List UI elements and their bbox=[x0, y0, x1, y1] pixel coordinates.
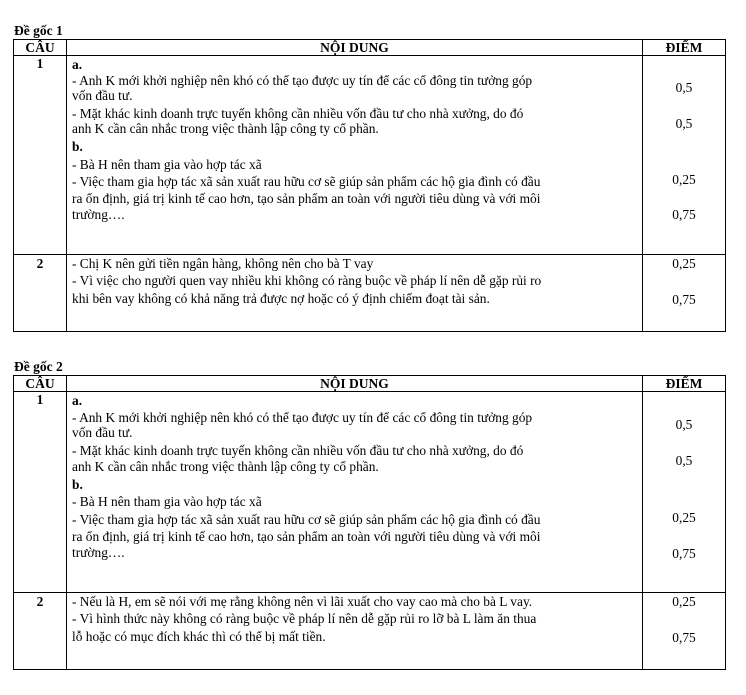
question-number-label: 2 bbox=[36, 594, 44, 609]
header-cau: CÂU bbox=[14, 40, 67, 56]
answer-content bbox=[67, 255, 643, 332]
question-number bbox=[14, 593, 67, 670]
question-number-label: 2 bbox=[36, 256, 44, 271]
point-value: 0,25 bbox=[672, 172, 696, 187]
point-value: 0,25 bbox=[672, 510, 696, 525]
section-title: Đề gốc 1 bbox=[14, 23, 63, 38]
header-diem: ĐIỂM bbox=[643, 376, 726, 392]
question-number bbox=[14, 255, 67, 332]
points-cell bbox=[643, 255, 726, 332]
point-value: 0,5 bbox=[675, 80, 693, 95]
header-noi-dung: NỘI DUNG bbox=[67, 40, 643, 56]
section-title: Đề gốc 2 bbox=[14, 359, 63, 374]
answer-line: - Việc tham gia hợp tác xã sản xuất rau hữu cơ sẽ giúp sản phẩm các hộ gia đình có đầu bbox=[72, 174, 541, 189]
answer-line: - Mặt khác kinh doanh trực tuyến không cần nhiều vốn đầu tư cho nhà xưởng, do đó bbox=[72, 106, 524, 121]
header-noi-dung: NỘI DUNG bbox=[67, 376, 643, 392]
point-value: 0,75 bbox=[672, 292, 696, 307]
table-row bbox=[14, 392, 726, 593]
answer-content bbox=[67, 392, 643, 593]
answer-line: ra ổn định, giá trị kinh tế cao hơn, tạo sản phẩm an toàn với người tiêu dùng và với môi bbox=[72, 529, 541, 544]
answer-line: - Bà H nên tham gia vào hợp tác xã bbox=[72, 494, 262, 509]
point-value: 0,25 bbox=[672, 594, 696, 609]
answer-line: vốn đầu tư. bbox=[72, 425, 133, 440]
header-cau: CÂU bbox=[14, 376, 67, 392]
point-value: 0,5 bbox=[675, 417, 693, 432]
point-value: 0,75 bbox=[672, 207, 696, 222]
answer-line: anh K cần cân nhắc trong việc thành lập công ty cổ phần. bbox=[72, 459, 379, 474]
answer-line: - Anh K mới khởi nghiệp nên khó có thể tạo được uy tín để các cổ đông tin tưởng góp bbox=[72, 410, 533, 425]
answer-line: a. bbox=[72, 393, 83, 408]
answer-line: - Bà H nên tham gia vào hợp tác xã bbox=[72, 157, 262, 172]
answer-line: anh K cần cân nhắc trong việc thành lập công ty cổ phần. bbox=[72, 121, 379, 136]
points-cell bbox=[643, 56, 726, 255]
answer-line: - Việc tham gia hợp tác xã sản xuất rau hữu cơ sẽ giúp sản phẩm các hộ gia đình có đầu bbox=[72, 512, 541, 527]
answer-line: - Chị K nên gửi tiền ngân hàng, không nên cho bà T vay bbox=[72, 256, 374, 271]
answer-table bbox=[13, 39, 726, 332]
answer-line: trường…. bbox=[72, 545, 125, 560]
answer-line: lỗ hoặc có mục đích khác thì có thể bị mất tiền. bbox=[72, 629, 326, 644]
answer-line: - Nếu là H, em sẽ nói với mẹ rằng không nên vì lãi xuất cho vay cao mà cho bà L vay. bbox=[72, 594, 533, 609]
point-value: 0,5 bbox=[675, 116, 693, 131]
point-value: 0,75 bbox=[672, 630, 696, 645]
points-cell bbox=[643, 593, 726, 670]
question-number: 1 bbox=[14, 392, 67, 593]
answer-line: ra ổn định, giá trị kinh tế cao hơn, tạo sản phẩm an toàn với người tiêu dùng và với môi bbox=[72, 191, 541, 206]
table-row bbox=[14, 593, 726, 670]
answer-line: vốn đầu tư. bbox=[72, 88, 133, 103]
point-value: 0,5 bbox=[675, 453, 693, 468]
answer-table bbox=[13, 375, 726, 670]
answer-content bbox=[67, 593, 643, 670]
point-value: 0,75 bbox=[672, 546, 696, 561]
table-row bbox=[14, 255, 726, 332]
answer-line: khi bên vay không có khả năng trả được nợ hoặc có ý định chiếm đoạt tài sản. bbox=[72, 291, 490, 306]
answer-content bbox=[67, 56, 643, 255]
answer-line: b. bbox=[72, 477, 83, 492]
point-value: 0,25 bbox=[672, 256, 696, 271]
answer-line: trường…. bbox=[72, 207, 125, 222]
answer-line: - Vì hình thức này không có ràng buộc về pháp lí nên dễ gặp rủi ro lỡ bà L làm ăn thua bbox=[72, 611, 537, 626]
answer-line: a. bbox=[72, 57, 83, 72]
answer-line: b. bbox=[72, 139, 83, 154]
answer-line: - Vì việc cho người quen vay nhiều khi không có ràng buộc về pháp lí nên dễ gặp rủi ro bbox=[72, 273, 542, 288]
table-header-row bbox=[14, 376, 726, 392]
table-row bbox=[14, 56, 726, 255]
answer-line: - Anh K mới khởi nghiệp nên khó có thể tạo được uy tín để các cổ đông tin tưởng góp bbox=[72, 73, 533, 88]
answer-line: - Mặt khác kinh doanh trực tuyến không cần nhiều vốn đầu tư cho nhà xưởng, do đó bbox=[72, 443, 524, 458]
question-number: 1 bbox=[14, 56, 67, 255]
table-header-row bbox=[14, 40, 726, 56]
header-diem: ĐIỂM bbox=[643, 40, 726, 56]
points-cell bbox=[643, 392, 726, 593]
